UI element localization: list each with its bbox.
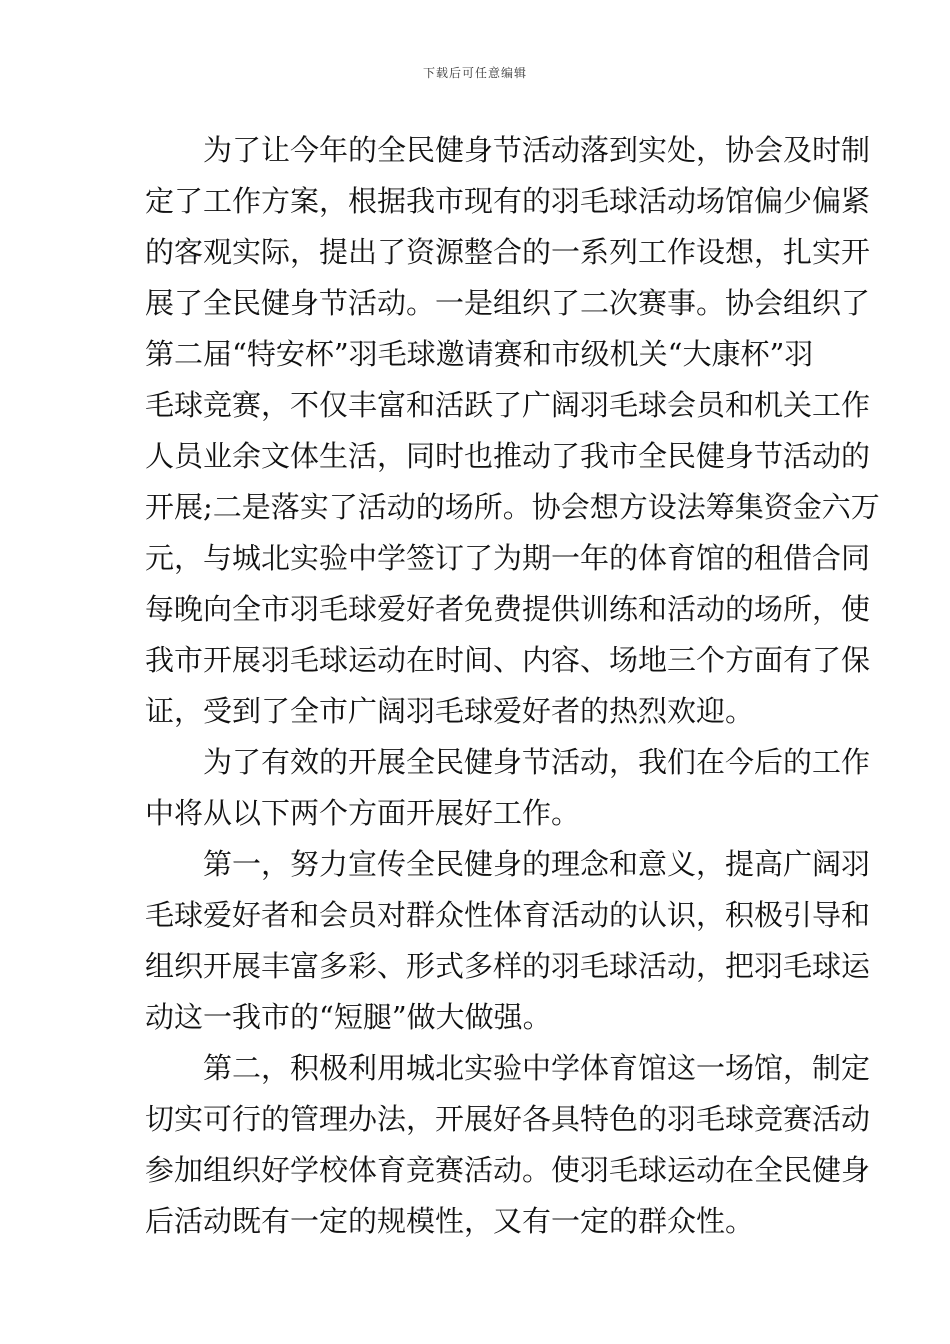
text-line: 毛球竞赛，不仅丰富和活跃了广阔羽毛球会员和机关工作 xyxy=(145,388,871,422)
text-line: 动这一我市的“短腿”做大做强。 xyxy=(145,1000,552,1034)
text-line: 后活动既有一定的规模性，又有一定的群众性。 xyxy=(145,1204,755,1238)
text-line: 定了工作方案，根据我市现有的羽毛球活动场馆偏少偏紧 xyxy=(145,184,871,218)
text-line: 元，与城北实验中学签订了为期一年的体育馆的租借合同 xyxy=(145,541,871,575)
text-line: 第二届“特安杯”羽毛球邀请赛和市级机关“大康杯”羽 xyxy=(145,337,814,371)
text-line: 切实可行的管理办法，开展好各具特色的羽毛球竞赛活动 xyxy=(145,1102,871,1136)
text-line: 第一，努力宣传全民健身的理念和意义，提高广阔羽 xyxy=(203,847,871,881)
text-line: 开展;二是落实了活动的场所。协会想方设法筹集资金六万 xyxy=(145,490,880,524)
text-line: 展了全民健身节活动。一是组织了二次赛事。协会组织了 xyxy=(145,286,871,320)
text-line: 第二，积极利用城北实验中学体育馆这一场馆，制定 xyxy=(203,1051,871,1085)
text-line: 人员业余文体生活，同时也推动了我市全民健身节活动的 xyxy=(145,439,871,473)
text-line: 的客观实际，提出了资源整合的一系列工作设想，扎实开 xyxy=(145,235,871,269)
text-line: 我市开展羽毛球运动在时间、内容、场地三个方面有了保 xyxy=(145,643,871,677)
text-line: 为了有效的开展全民健身节活动，我们在今后的工作 xyxy=(203,745,871,779)
text-line: 组织开展丰富多彩、形式多样的羽毛球活动，把羽毛球运 xyxy=(145,949,871,983)
text-line: 中将从以下两个方面开展好工作。 xyxy=(145,796,581,830)
header-note: 下载后可任意编辑 xyxy=(422,66,527,80)
text-line: 毛球爱好者和会员对群众性体育活动的认识，积极引导和 xyxy=(145,898,871,932)
text-line: 每晚向全市羽毛球爱好者免费提供训练和活动的场所，使 xyxy=(145,592,871,626)
text-line: 为了让今年的全民健身节活动落到实处，协会及时制 xyxy=(203,133,871,167)
text-line: 参加组织好学校体育竞赛活动。使羽毛球运动在全民健身 xyxy=(145,1153,871,1187)
text-line: 证，受到了全市广阔羽毛球爱好者的热烈欢迎。 xyxy=(145,694,755,728)
